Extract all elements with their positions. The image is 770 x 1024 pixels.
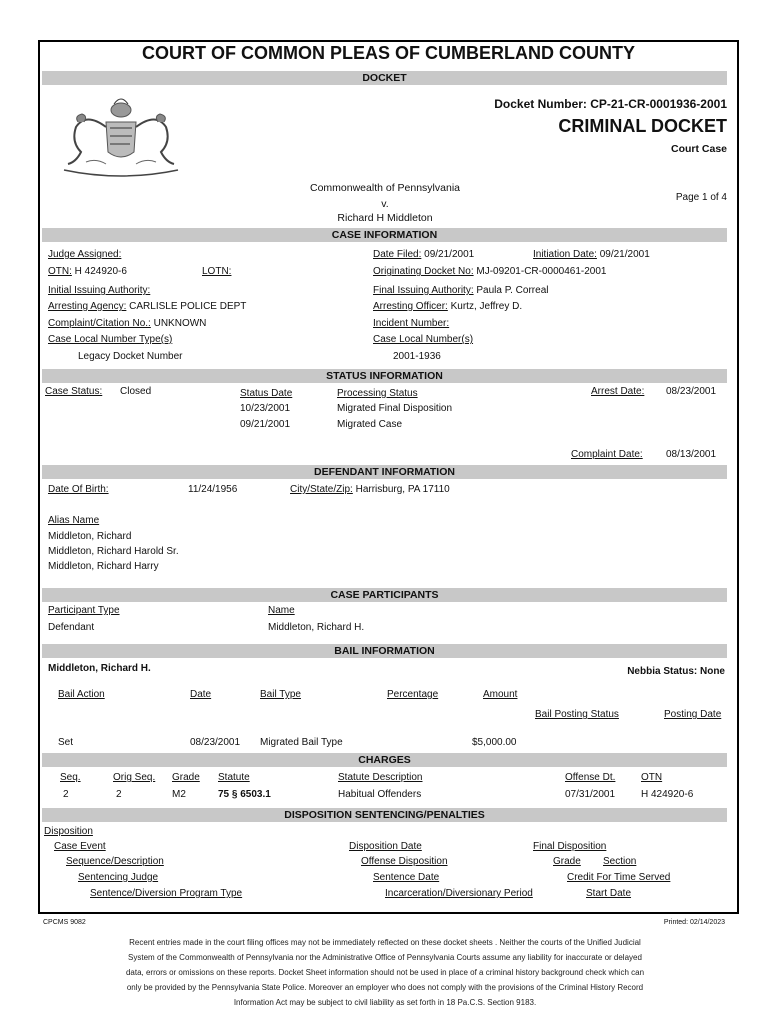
charge-description-value: Habitual Offenders xyxy=(338,789,422,800)
alias-name-label: Alias Name xyxy=(48,515,100,526)
charge-grade-label: Grade xyxy=(172,772,200,783)
status-row-status: Migrated Case xyxy=(337,419,403,430)
date-of-birth-label: Date Of Birth: xyxy=(48,484,109,495)
city-state-zip-value: Harrisburg, PA 17110 xyxy=(355,484,450,495)
arresting-officer-label: Arresting Officer: xyxy=(373,301,448,312)
alias-item: Middleton, Richard xyxy=(48,531,132,542)
arrest-date-label: Arrest Date: xyxy=(591,386,645,397)
bail-person: Middleton, Richard H. xyxy=(48,663,151,674)
docket-bar: DOCKET xyxy=(42,71,727,85)
bail-action-label: Bail Action xyxy=(58,689,105,700)
sequence-description-label: Sequence/Description xyxy=(66,856,164,867)
bail-posting-status-label: Bail Posting Status xyxy=(535,709,619,720)
otn-label: OTN: xyxy=(48,266,72,277)
notice-line: System of the Commonwealth of Pennsylvania nor the Administrative Office of Pennsylvania Courts assume any liability for inaccurate or delayed xyxy=(128,953,642,962)
disposition-date-label: Disposition Date xyxy=(349,841,422,852)
pennsylvania-coat-of-arms-icon xyxy=(56,92,186,182)
final-issuing-authority-label: Final Issuing Authority: xyxy=(373,285,474,296)
page-number: Page 1 of 4 xyxy=(675,192,727,203)
final-disposition-label: Final Disposition xyxy=(533,841,607,852)
city-state-zip-label: City/State/Zip: xyxy=(290,484,353,495)
lotn-label: LOTN: xyxy=(202,266,232,277)
sentencing-judge-label: Sentencing Judge xyxy=(78,872,159,883)
credit-time-served-label: Credit For Time Served xyxy=(567,872,671,883)
participant-name-value: Middleton, Richard H. xyxy=(268,622,365,633)
printed-date: Printed: 02/14/2023 xyxy=(663,919,725,926)
incarceration-period-label: Incarceration/Diversionary Period xyxy=(385,888,533,899)
initiation-date-value: 09/21/2001 xyxy=(599,249,650,260)
status-row-date: 09/21/2001 xyxy=(240,419,291,430)
charge-otn-label: OTN xyxy=(641,772,663,783)
sentence-date-label: Sentence Date xyxy=(373,872,440,883)
charge-orig-seq-value: 2 xyxy=(116,789,122,800)
date-filed-value: 09/21/2001 xyxy=(424,249,475,260)
court-title: COURT OF COMMON PLEAS OF CUMBERLAND COUNTY xyxy=(142,43,635,63)
offense-disposition-label: Offense Disposition xyxy=(361,856,448,867)
participant-type-value: Defendant xyxy=(48,622,95,633)
bail-action-value: Set xyxy=(58,737,74,748)
charge-statute-label: Statute xyxy=(218,772,250,783)
participant-type-label: Participant Type xyxy=(48,605,120,616)
defendant-information-bar: DEFENDANT INFORMATION xyxy=(42,465,727,479)
bail-amount-value: $5,000.00 xyxy=(472,737,517,748)
date-of-birth-value: 11/24/1956 xyxy=(188,484,238,495)
arresting-officer-value: Kurtz, Jeffrey D. xyxy=(450,301,523,312)
alias-item: Middleton, Richard Harry xyxy=(48,561,159,572)
start-date-label: Start Date xyxy=(586,888,632,899)
sentence-program-type-label: Sentence/Diversion Program Type xyxy=(90,888,243,899)
docket-number: Docket Number: CP-21-CR-0001936-2001 xyxy=(494,97,727,111)
nebbia-status: Nebbia Status: None xyxy=(627,666,725,677)
complaint-date-label: Complaint Date: xyxy=(571,449,643,460)
case-participants-bar: CASE PARTICIPANTS xyxy=(42,588,727,602)
case-local-numbers-label: Case Local Number(s) xyxy=(373,334,474,345)
case-status-value: Closed xyxy=(120,386,152,397)
arresting-agency-value: CARLISLE POLICE DEPT xyxy=(129,301,247,312)
arrest-date-value: 08/23/2001 xyxy=(666,386,717,397)
form-id: CPCMS 9082 xyxy=(43,919,86,926)
status-date-label: Status Date xyxy=(240,388,293,399)
bail-date-label: Date xyxy=(190,689,212,700)
incident-number-label: Incident Number: xyxy=(373,318,450,329)
caption-defendant: Richard H Middleton xyxy=(337,212,433,224)
bail-amount-label: Amount xyxy=(483,689,518,700)
final-issuing-authority-value: Paula P. Correal xyxy=(476,285,549,296)
charge-grade-value: M2 xyxy=(172,789,186,800)
charge-orig-seq-label: Orig Seq. xyxy=(113,772,156,783)
originating-docket-label: Originating Docket No: xyxy=(373,266,474,277)
charge-seq-label: Seq. xyxy=(60,772,81,783)
criminal-docket-label: CRIMINAL DOCKET xyxy=(558,116,727,136)
initial-issuing-authority-label: Initial Issuing Authority: xyxy=(48,285,151,296)
disposition-label: Disposition xyxy=(44,826,93,837)
caption-commonwealth: Commonwealth of Pennsylvania xyxy=(310,182,460,194)
bail-type-value: Migrated Bail Type xyxy=(260,737,343,748)
case-information-bar: CASE INFORMATION xyxy=(42,228,727,242)
charge-offense-date-label: Offense Dt. xyxy=(565,772,616,783)
status-row-date: 10/23/2001 xyxy=(240,403,291,414)
status-row-status: Migrated Final Disposition xyxy=(337,403,453,414)
charge-seq-value: 2 xyxy=(63,789,69,800)
bail-date-value: 08/23/2001 xyxy=(190,737,241,748)
case-event-label: Case Event xyxy=(54,841,106,852)
charge-otn-value: H 424920-6 xyxy=(641,789,694,800)
charge-description-label: Statute Description xyxy=(338,772,423,783)
judge-assigned-label: Judge Assigned: xyxy=(48,249,122,260)
processing-status-label: Processing Status xyxy=(337,388,418,399)
otn-value: H 424920-6 xyxy=(74,266,127,277)
court-case-label: Court Case xyxy=(670,143,727,155)
case-status-label: Case Status: xyxy=(45,386,103,397)
bail-type-label: Bail Type xyxy=(260,689,301,700)
date-filed-label: Date Filed: xyxy=(373,249,422,260)
alias-item: Middleton, Richard Harold Sr. xyxy=(48,546,179,557)
complaint-date-value: 08/13/2001 xyxy=(666,449,717,460)
notice-line: Recent entries made in the court filing offices may not be immediately reflected on these docket sheets . Neither the courts of the Unified Judicial xyxy=(129,938,641,947)
case-local-numbers-value: 2001-1936 xyxy=(393,351,441,362)
disclaimer-notice xyxy=(80,935,690,1010)
notice-line: data, errors or omissions on these reports. Docket Sheet information should not be used in place of a criminal history background check which can xyxy=(125,968,645,977)
originating-docket-value: MJ-09201-CR-0000461-2001 xyxy=(476,266,607,277)
caption-versus: v. xyxy=(381,198,389,210)
charge-statute-value: 75 § 6503.1 xyxy=(218,789,271,800)
case-local-number-type-value: Legacy Docket Number xyxy=(78,351,183,362)
posting-date-label: Posting Date xyxy=(664,709,722,720)
case-local-number-type-label: Case Local Number Type(s) xyxy=(48,334,173,345)
participant-name-label: Name xyxy=(268,605,295,616)
disposition-bar: DISPOSITION SENTENCING/PENALTIES xyxy=(42,808,727,822)
charges-bar: CHARGES xyxy=(42,753,727,767)
status-information-bar: STATUS INFORMATION xyxy=(42,369,727,383)
charge-offense-date-value: 07/31/2001 xyxy=(565,789,616,800)
initiation-date-label: Initiation Date: xyxy=(533,249,597,260)
disposition-section-label: Section xyxy=(603,856,637,867)
notice-line: Information Act may be subject to civil liability as set forth in 18 Pa.C.S. Section 9183. xyxy=(233,998,537,1007)
arresting-agency-label: Arresting Agency: xyxy=(48,301,127,312)
bail-percentage-label: Percentage xyxy=(387,689,439,700)
complaint-citation-value: UNKNOWN xyxy=(153,318,207,329)
disposition-grade-label: Grade xyxy=(553,856,581,867)
notice-line: only be provided by the Pennsylvania State Police. Moreover an employer who does not comply with the provisions of the Criminal History Record xyxy=(126,983,644,992)
bail-information-bar: BAIL INFORMATION xyxy=(42,644,727,658)
complaint-citation-label: Complaint/Citation No.: xyxy=(48,318,151,329)
